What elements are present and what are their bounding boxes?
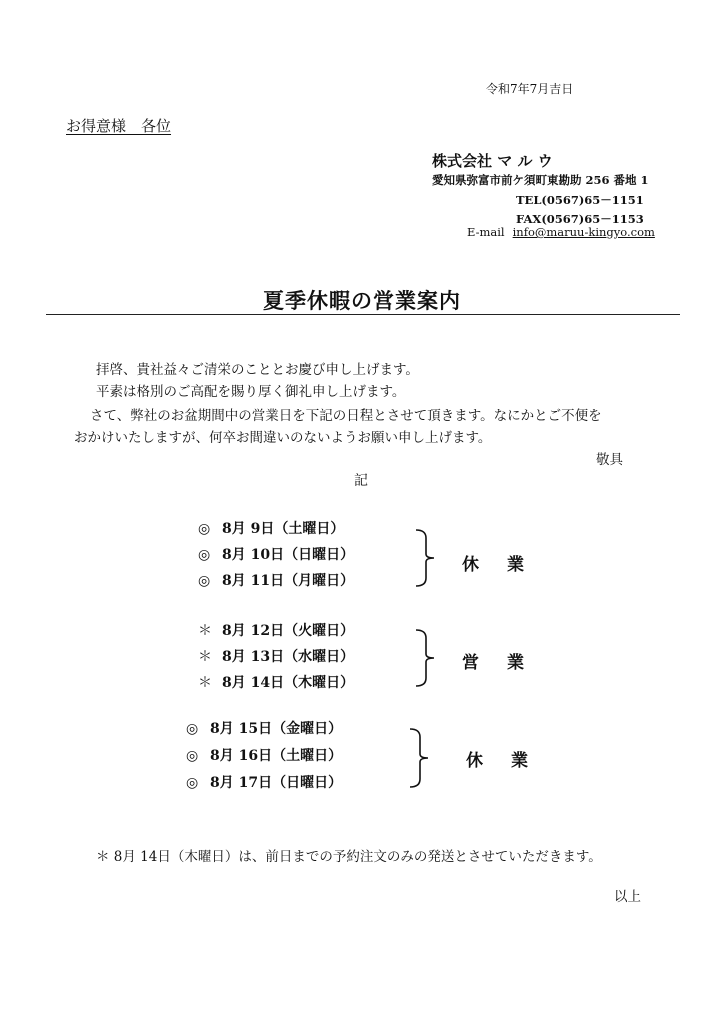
notice-line-2: おかけいたしますが、何卒お間違いのないようお願い申し上げます。 (74, 430, 492, 446)
status-label-closed: 休業 (466, 751, 556, 771)
schedule-weekday: （日曜日） (272, 775, 343, 791)
company-address: 愛知県弥富市前ケ須町東勘助 256 番地 1 (432, 173, 649, 187)
group-bracket-icon (408, 727, 432, 789)
schedule-weekday: （金曜日） (272, 721, 343, 737)
schedule-row (198, 620, 354, 640)
holiday-mark-icon: ◎ (198, 547, 211, 563)
schedule-date: 8月 17日 (210, 775, 273, 791)
schedule-weekday: （火曜日） (284, 623, 355, 639)
company-fax: FAX(0567)65－1153 (516, 212, 644, 226)
email-label: E-mail (467, 225, 505, 239)
page-title: 夏季休暇の営業案内 (263, 288, 461, 313)
schedule-date: 8月 16日 (210, 748, 273, 764)
schedule-weekday: （土曜日） (274, 521, 345, 537)
schedule-row (186, 772, 342, 792)
schedule-date: 8月 9日 (222, 521, 275, 537)
company-email-line (467, 225, 655, 239)
asterisk-mark-icon: ＊ (198, 623, 212, 639)
holiday-mark-icon: ◎ (198, 521, 211, 537)
closing-keigu: 敬具 (596, 452, 623, 468)
group-bracket-icon (414, 528, 438, 588)
schedule-weekday: （日曜日） (284, 547, 355, 563)
schedule-weekday: （土曜日） (272, 748, 343, 764)
schedule-weekday: （木曜日） (284, 675, 355, 691)
schedule-row (198, 570, 354, 590)
holiday-mark-icon: ◎ (186, 748, 199, 764)
asterisk-mark-icon: ＊ (198, 675, 212, 691)
holiday-mark-icon: ◎ (198, 573, 211, 589)
schedule-date: 8月 15日 (210, 721, 273, 737)
schedule-row (186, 718, 342, 738)
schedule-row (198, 672, 354, 692)
group-bracket-icon (414, 628, 438, 688)
schedule-row (198, 518, 344, 538)
schedule-weekday: （月曜日） (284, 573, 355, 589)
shipping-note: ＊ 8月 14日（木曜日）は、前日までの予約注文のみの発送とさせていただきます。 (96, 849, 602, 865)
greeting-line-2: 平素は格別のご高配を賜り厚く御礼申し上げます。 (96, 384, 406, 400)
company-tel: TEL(0567)65－1151 (516, 193, 644, 207)
schedule-row (198, 544, 354, 564)
schedule-date: 8月 13日 (222, 649, 285, 665)
notice-line-1: さて、弊社のお盆期間中の営業日を下記の日程とさせて頂きます。なにかとご不便を (90, 408, 602, 424)
email-link[interactable]: info@maruu-kingyo.com (512, 225, 655, 239)
schedule-date: 8月 11日 (222, 573, 285, 589)
holiday-mark-icon: ◎ (186, 721, 199, 737)
schedule-weekday: （水曜日） (284, 649, 355, 665)
status-label-closed: 休業 (462, 555, 552, 575)
ki-heading: 記 (354, 473, 368, 489)
greeting-line-1: 拝啓、貴社益々ご清栄のこととお慶び申し上げます。 (96, 362, 419, 378)
schedule-row (186, 745, 342, 765)
closing-ijo: 以上 (614, 889, 641, 905)
title-divider (46, 314, 680, 315)
schedule-date: 8月 12日 (222, 623, 285, 639)
company-name: 株式会社 マ ル ウ (432, 152, 553, 170)
schedule-row (198, 646, 354, 666)
status-label-open: 営業 (462, 653, 552, 673)
addressee: お得意様 各位 (66, 117, 172, 135)
asterisk-mark-icon: ＊ (198, 649, 212, 665)
holiday-mark-icon: ◎ (186, 775, 199, 791)
schedule-date: 8月 14日 (222, 675, 285, 691)
schedule-date: 8月 10日 (222, 547, 285, 563)
document-date: 令和7年7月吉日 (486, 82, 574, 96)
